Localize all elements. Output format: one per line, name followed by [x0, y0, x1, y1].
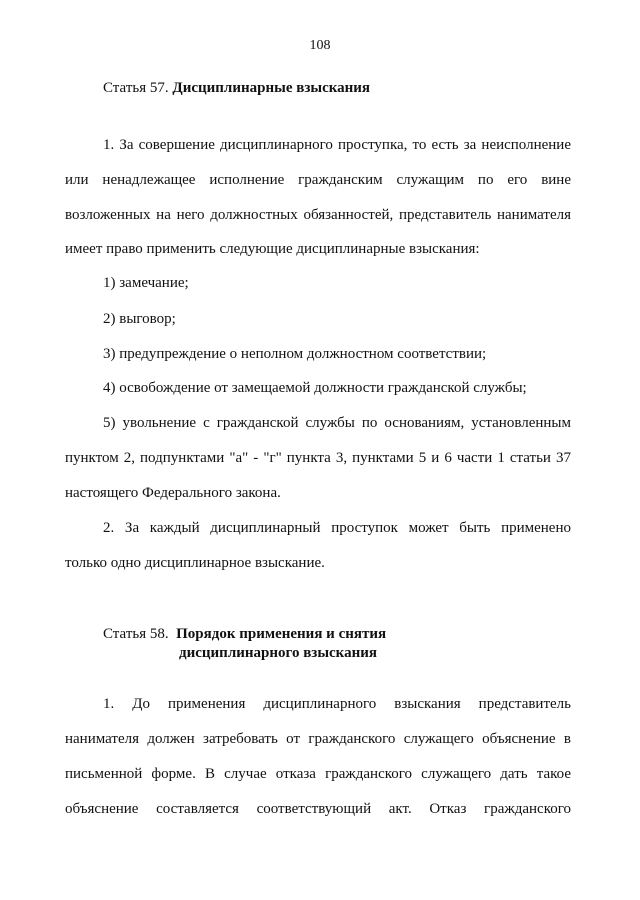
article-57-heading [103, 80, 370, 97]
list-item: 2) выговор; [103, 311, 176, 327]
article-58-p1-line-3: письменной форме. В случае отказа гражданского служащего дать такое [65, 766, 571, 782]
article-57-p1-line-3: возложенных на него должностных обязанностей, представитель нанимателя [65, 207, 571, 223]
list-item-5-line-2: пунктом 2, подпунктами "а" - "г" пункта 3, пунктами 5 и 6 части 1 статьи 37 [65, 450, 571, 466]
article-57-p1-line-2: или ненадлежащее исполнение гражданским служащим по его вине [65, 172, 571, 188]
article-58-prefix: Статья 58. [103, 626, 169, 642]
list-item: 4) освобождение от замещаемой должности гражданской службы; [103, 380, 527, 396]
list-item: 3) предупреждение о неполном должностном соответствии; [103, 346, 487, 362]
article-58-heading [103, 626, 386, 643]
article-57-p2-line-1: 2. За каждый дисциплинарный проступок может быть применено [103, 520, 571, 536]
list-item-5-line-1: 5) увольнение с гражданской службы по основаниям, установленным [103, 415, 571, 431]
article-58-p1-line-4: объяснение составляется соответствующий акт. Отказ гражданского [65, 801, 571, 817]
article-58-p1-line-2: нанимателя должен затребовать от гражданского служащего объяснение в [65, 731, 571, 747]
article-57-prefix: Статья 57. [103, 80, 169, 96]
article-58-title-line-1: Порядок применения и снятия [176, 626, 387, 642]
article-58-p1-line-1: 1. До применения дисциплинарного взыскания представитель [103, 696, 571, 712]
list-item: 1) замечание; [103, 275, 189, 291]
list-item-5-line-3: настоящего Федерального закона. [65, 485, 281, 501]
article-57-title: Дисциплинарные взыскания [172, 80, 371, 96]
article-57-p1-line-1: 1. За совершение дисциплинарного проступка, то есть за неисполнение [103, 137, 571, 153]
article-57-p2-line-2: только одно дисциплинарное взыскание. [65, 555, 325, 571]
article-57-p1-line-4: имеет право применить следующие дисциплинарные взыскания: [65, 241, 480, 257]
article-58-heading-line-2 [179, 645, 377, 662]
article-58-title-line-2: дисциплинарного взыскания [179, 645, 378, 661]
page-number: 108 [309, 38, 331, 53]
